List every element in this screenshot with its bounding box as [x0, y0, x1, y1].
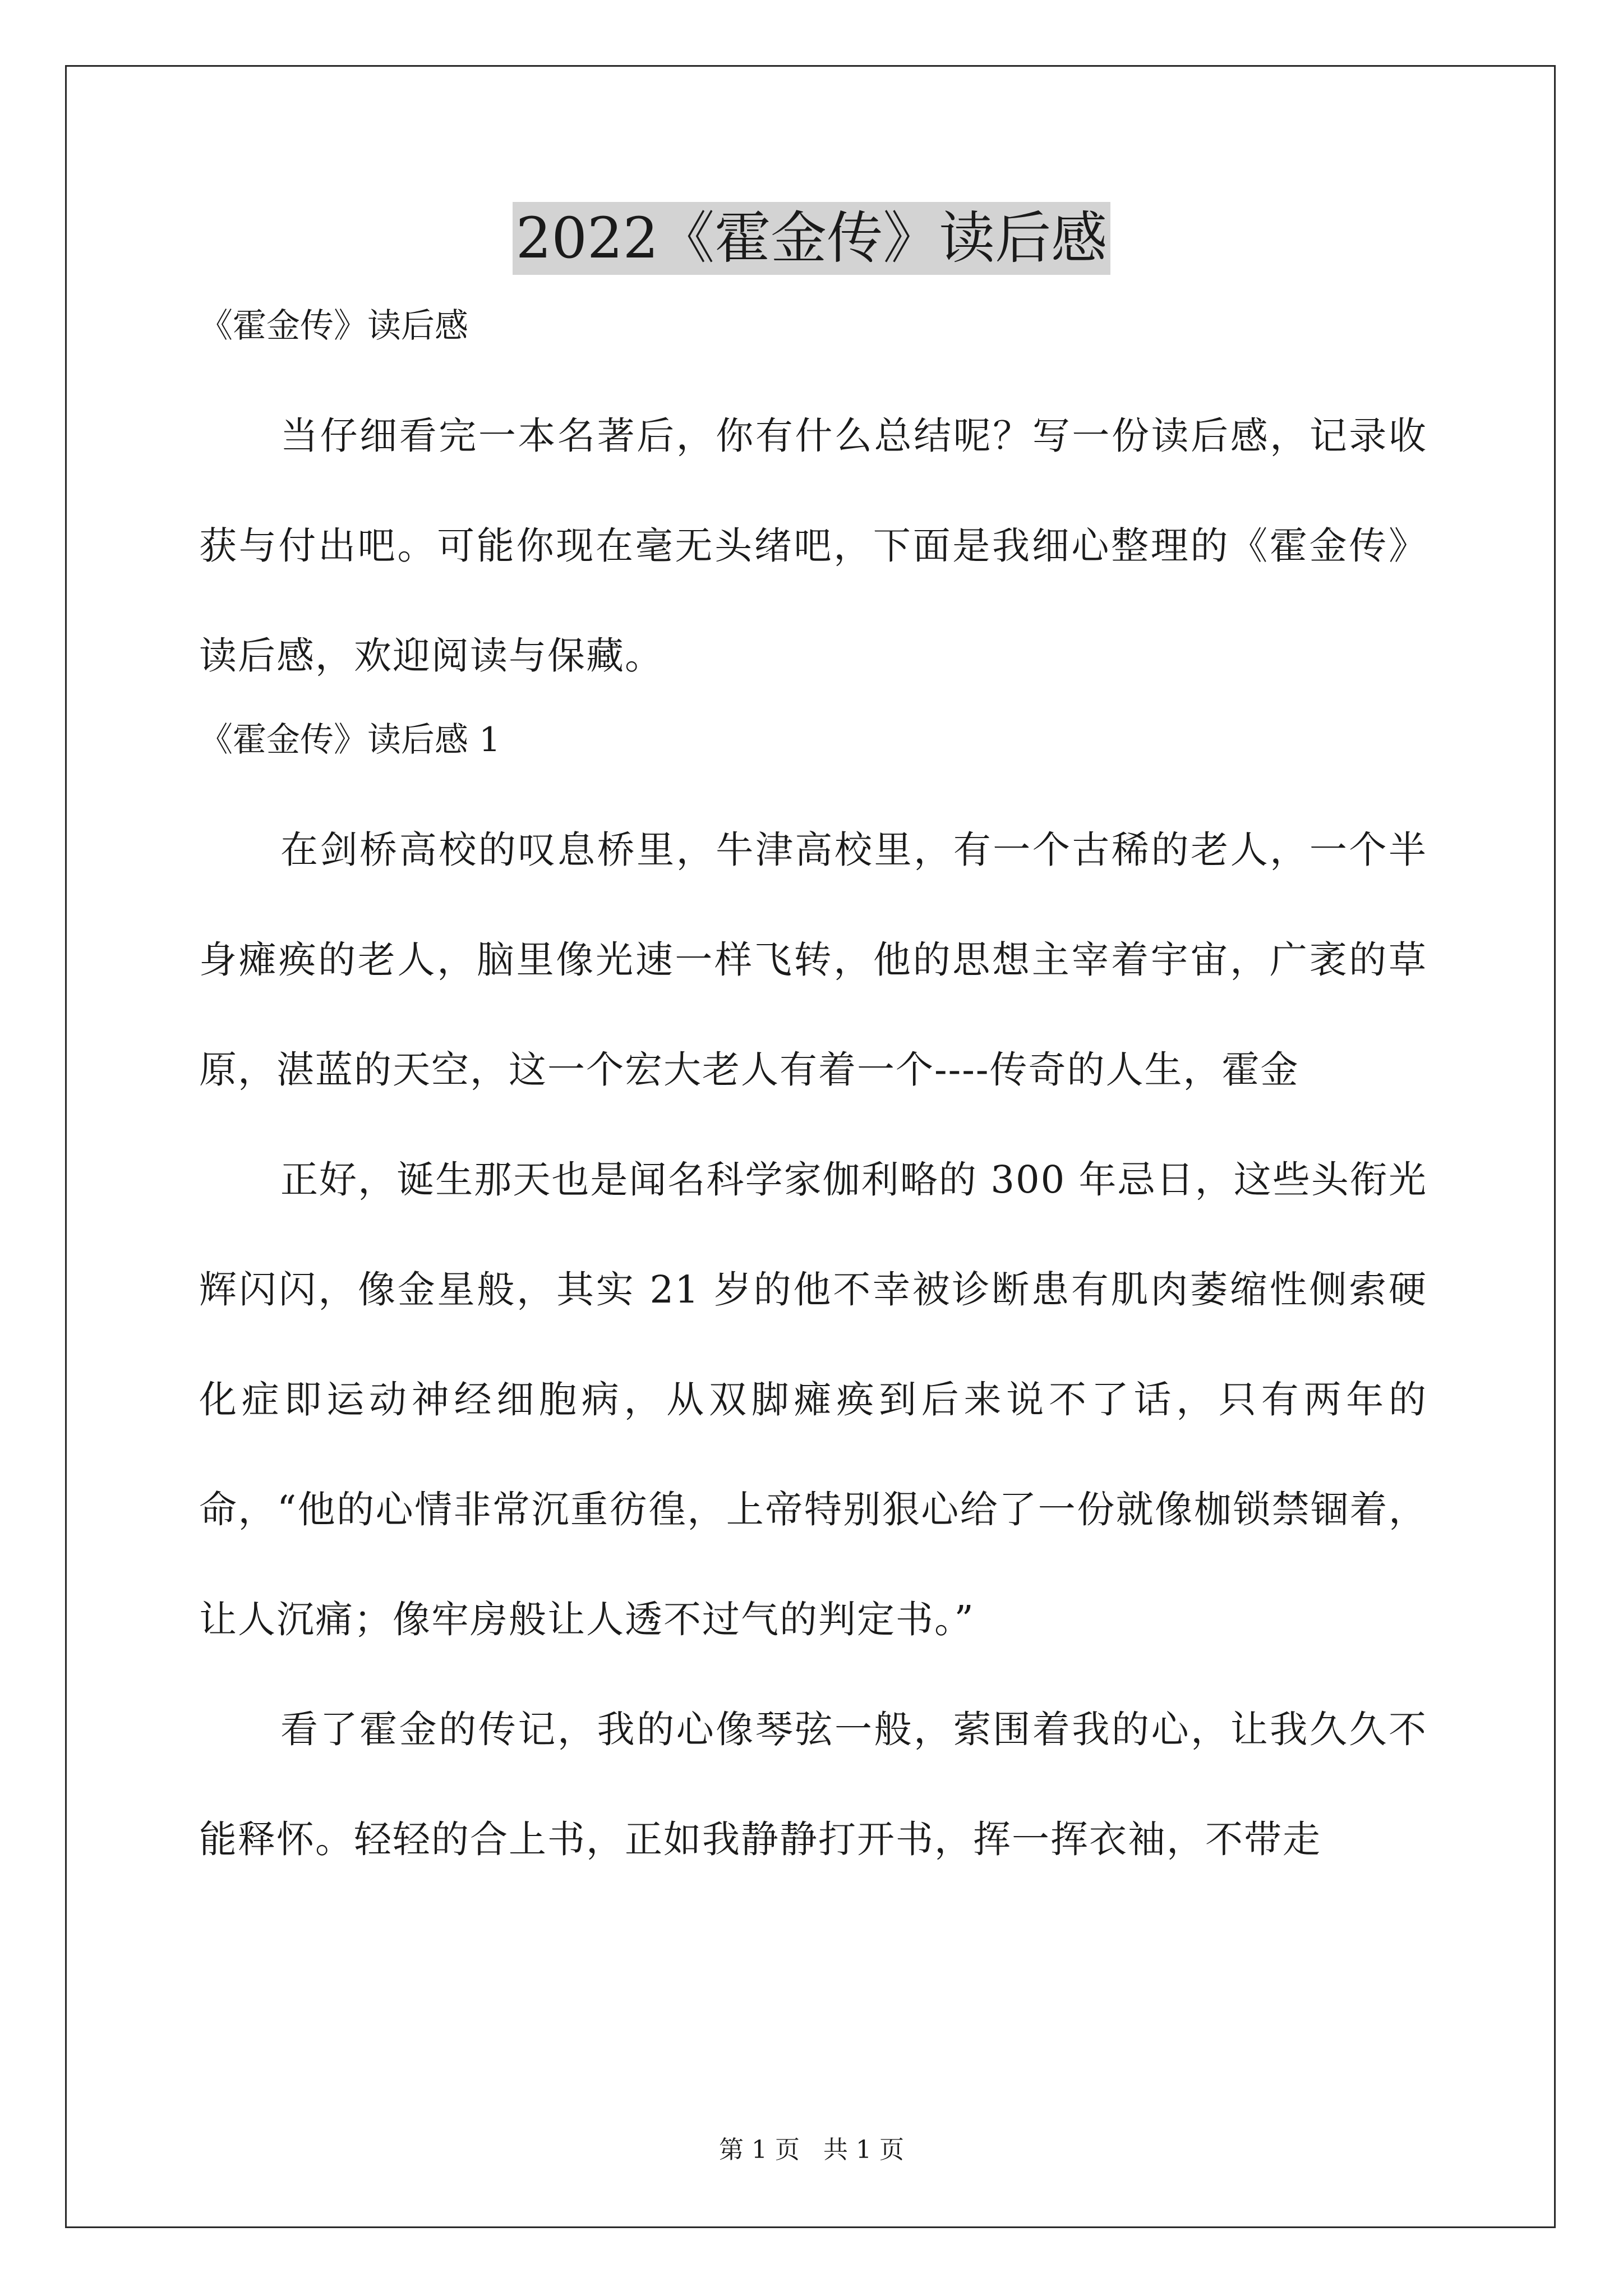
- intro-paragraph: 当仔细看完一本名著后，你有什么总结呢？写一份读后感，记录收获与付出吧。可能你现在毫无头绪吧，下面是我细心整理的《霍金传》读后感，欢迎阅读与保藏。: [199, 414, 1427, 678]
- subtitle-heading: 《霍金传》读后感: [199, 306, 468, 346]
- page-total: 共 1 页: [823, 2136, 904, 2164]
- page-footer: [0, 2134, 1623, 2166]
- body-paragraph: 看了霍金的传记，我的心像琴弦一般，萦围着我的心，让我久久不能释怀。轻轻的合上书，正如我静静打开书，挥一挥衣袖，不带走: [199, 1708, 1427, 1861]
- body-paragraph: 正好，诞生那天也是闻名科学家伽利略的 300 年忌日，这些头衔光辉闪闪，像金星般，其实 21 岁的他不幸被诊断患有肌肉萎缩性侧索硬化症即运动神经细胞病，从双脚瘫痪到后来说不了话，只有两年的命，“他的心情非常沉重彷徨，上帝特别狠心给了一份就像枷锁禁锢着，让人沉痛；像牢房般让人透不过气的判定书。”: [199, 1158, 1427, 1641]
- section-heading: 《霍金传》读后感 1: [199, 720, 501, 760]
- document-title: 2022《霍金传》读后感: [513, 202, 1111, 275]
- document-body: [199, 306, 1427, 1894]
- page-number: 第 1 页: [719, 2136, 800, 2164]
- body-paragraph: 在剑桥高校的叹息桥里，牛津高校里，有一个古稀的老人，一个半身瘫痪的老人，脑里像光速一样飞转，他的思想主宰着宇宙，广袤的草原，湛蓝的天空，这一个宏大老人有着一个----传奇的人生，霍金: [199, 828, 1427, 1092]
- title-container: [0, 202, 1623, 275]
